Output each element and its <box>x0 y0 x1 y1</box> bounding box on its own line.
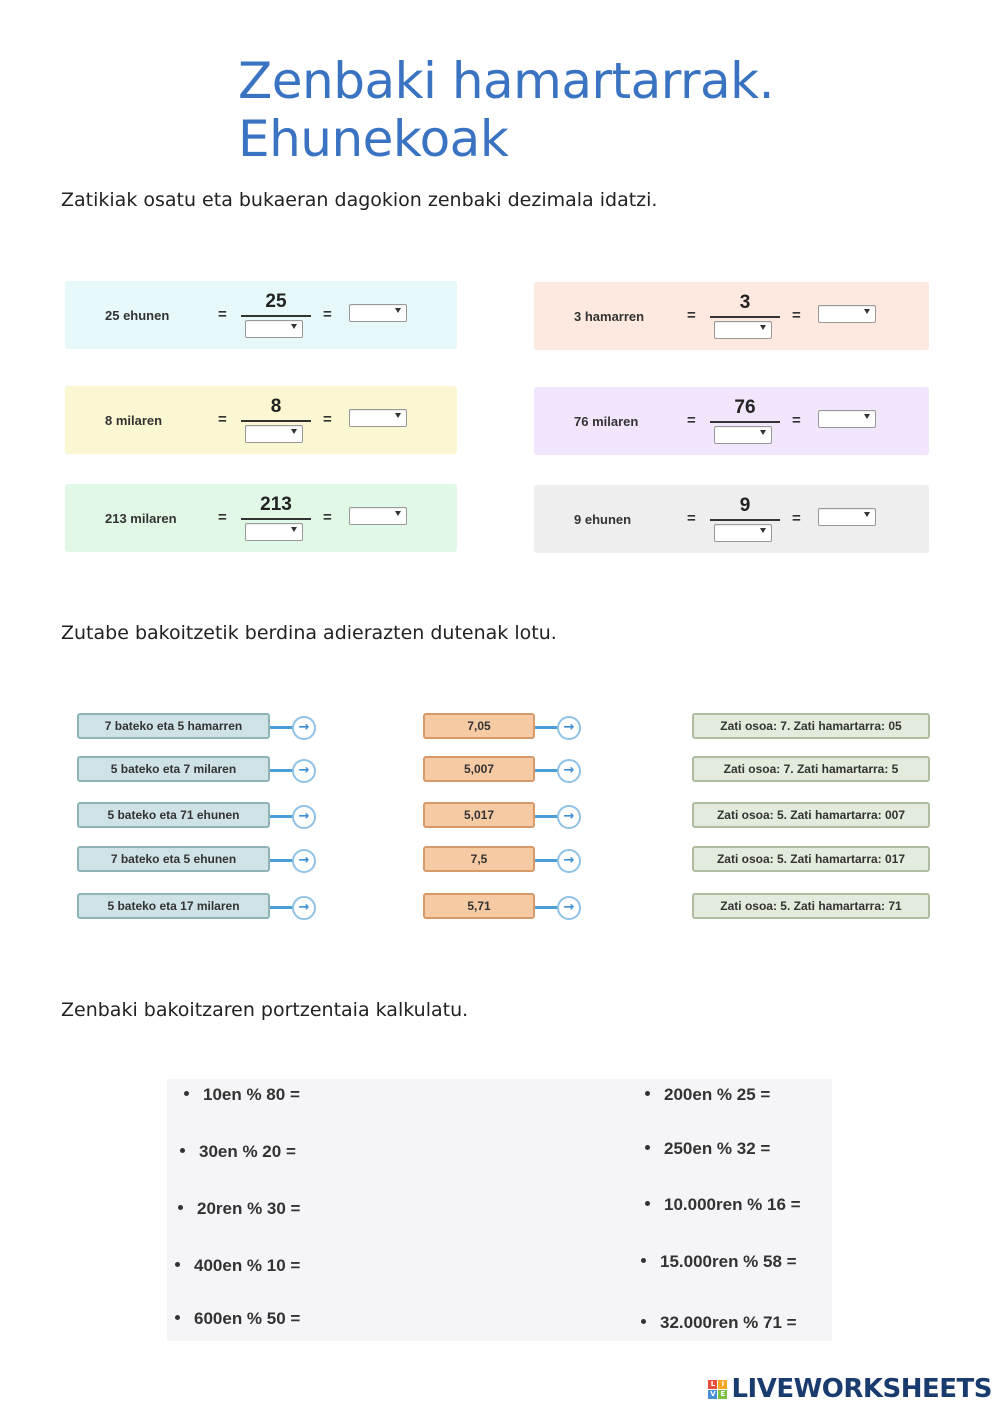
match-item-c[interactable]: Zati osoa: 5. Zati hamartarra: 007 <box>692 802 930 828</box>
connector-line <box>535 859 559 862</box>
equals-sign: = <box>792 412 801 429</box>
fraction-card <box>534 387 929 455</box>
match-item-c[interactable]: Zati osoa: 7. Zati hamartarra: 05 <box>692 713 930 739</box>
fraction-card <box>65 281 457 349</box>
logo-letter: I <box>718 1380 727 1389</box>
connector-line <box>270 815 294 818</box>
fraction-card <box>534 282 929 350</box>
fraction-label: 25 ehunen <box>105 308 170 323</box>
fraction-bar <box>710 421 780 423</box>
numerator: 8 <box>270 396 282 417</box>
match-connector[interactable] <box>535 804 581 830</box>
denominator-dropdown[interactable] <box>714 321 772 339</box>
denominator-dropdown[interactable] <box>714 426 772 444</box>
chevron-down-icon <box>291 527 297 532</box>
bullet-icon <box>184 1091 189 1096</box>
percentage-expression: 10.000ren % 16 = <box>664 1195 801 1214</box>
match-connector[interactable] <box>270 758 316 784</box>
denominator-dropdown[interactable] <box>245 523 303 541</box>
section2-instruction: Zutabe bakoitzetik berdina adierazten dutenak lotu. <box>61 622 557 644</box>
fraction-card <box>65 484 457 552</box>
connector-line <box>535 726 559 729</box>
connector-line <box>535 815 559 818</box>
percentage-item <box>645 1139 770 1159</box>
match-item-c[interactable]: Zati osoa: 7. Zati hamartarra: 5 <box>692 756 930 782</box>
equals-sign: = <box>792 307 801 324</box>
connector-line <box>270 726 294 729</box>
percentage-item <box>175 1256 300 1276</box>
percentage-item <box>175 1309 300 1329</box>
chevron-down-icon <box>291 429 297 434</box>
bullet-icon <box>178 1205 183 1210</box>
match-connector[interactable] <box>270 804 316 830</box>
denominator-dropdown[interactable] <box>245 425 303 443</box>
fraction-bar <box>241 315 311 317</box>
page-title <box>238 52 774 168</box>
arrow-right-icon[interactable]: → <box>557 849 581 873</box>
match-item-a[interactable]: 7 bateko eta 5 hamarren <box>77 713 270 739</box>
arrow-right-icon[interactable]: → <box>557 896 581 920</box>
fraction-label: 3 hamarren <box>574 309 645 324</box>
arrow-right-icon[interactable]: → <box>292 896 316 920</box>
arrow-right-icon[interactable]: → <box>557 759 581 783</box>
equals-sign: = <box>323 306 332 323</box>
chevron-down-icon <box>760 430 766 435</box>
fraction-bar <box>710 316 780 318</box>
connector-line <box>535 769 559 772</box>
match-connector[interactable] <box>270 848 316 874</box>
chevron-down-icon <box>395 413 401 418</box>
percentage-item <box>184 1085 300 1105</box>
percentage-expression: 10en % 80 = <box>203 1085 300 1104</box>
chevron-down-icon <box>395 308 401 313</box>
bullet-icon <box>175 1315 180 1320</box>
brand-name: LIVEWORKSHEETS <box>731 1374 992 1404</box>
bullet-icon <box>175 1262 180 1267</box>
chevron-down-icon <box>864 414 870 419</box>
connector-line <box>270 859 294 862</box>
bullet-icon <box>180 1148 185 1153</box>
match-item-a[interactable]: 5 bateko eta 71 ehunen <box>77 802 270 828</box>
numerator: 25 <box>265 291 287 312</box>
bullet-icon <box>645 1201 650 1206</box>
denominator-dropdown[interactable] <box>245 320 303 338</box>
percentage-item <box>641 1313 797 1333</box>
match-item-c[interactable]: Zati osoa: 5. Zati hamartarra: 71 <box>692 893 930 919</box>
arrow-right-icon[interactable]: → <box>292 849 316 873</box>
match-item-b[interactable]: 7,5 <box>423 846 535 872</box>
percentage-expression: 20ren % 30 = <box>197 1199 301 1218</box>
percentage-expression: 400en % 10 = <box>194 1256 301 1275</box>
fraction-bar <box>241 420 311 422</box>
connector-line <box>270 769 294 772</box>
match-item-a[interactable]: 5 bateko eta 7 milaren <box>77 756 270 782</box>
fraction-label: 213 milaren <box>105 511 177 526</box>
equals-sign: = <box>792 510 801 527</box>
decimal-result-dropdown[interactable] <box>818 508 876 526</box>
percentage-item <box>645 1085 770 1105</box>
bullet-icon <box>641 1319 646 1324</box>
equals-sign: = <box>323 509 332 526</box>
chevron-down-icon <box>864 512 870 517</box>
numerator: 3 <box>739 292 751 313</box>
match-item-b[interactable]: 5,017 <box>423 802 535 828</box>
arrow-right-icon[interactable]: → <box>292 805 316 829</box>
bullet-icon <box>645 1091 650 1096</box>
arrow-right-icon[interactable]: → <box>557 716 581 740</box>
chevron-down-icon <box>291 324 297 329</box>
equals-sign: = <box>687 412 696 429</box>
percentage-expression: 250en % 32 = <box>664 1139 771 1158</box>
match-connector[interactable] <box>535 848 581 874</box>
percentage-item <box>641 1252 797 1272</box>
connector-line <box>270 906 294 909</box>
logo-mark-icon <box>708 1380 727 1399</box>
match-connector[interactable] <box>535 895 581 921</box>
fraction-card <box>65 386 457 454</box>
percentage-item <box>645 1195 801 1215</box>
chevron-down-icon <box>760 325 766 330</box>
match-item-c[interactable]: Zati osoa: 5. Zati hamartarra: 017 <box>692 846 930 872</box>
section1-instruction: Zatikiak osatu eta bukaeran dagokion zenbaki dezimala idatzi. <box>61 189 658 211</box>
logo-letter: V <box>710 1389 716 1398</box>
logo-letter: E <box>718 1390 727 1399</box>
decimal-result-dropdown[interactable] <box>349 304 407 322</box>
equals-sign: = <box>687 307 696 324</box>
match-item-b[interactable]: 5,007 <box>423 756 535 782</box>
bullet-icon <box>641 1258 646 1263</box>
match-connector[interactable] <box>535 758 581 784</box>
equals-sign: = <box>218 411 227 428</box>
match-connector[interactable] <box>270 715 316 741</box>
decimal-result-dropdown[interactable] <box>349 409 407 427</box>
fraction-bar <box>241 518 311 520</box>
chevron-down-icon <box>395 511 401 516</box>
percentage-expression: 200en % 25 = <box>664 1085 771 1104</box>
chevron-down-icon <box>864 309 870 314</box>
decimal-result-dropdown[interactable] <box>349 507 407 525</box>
arrow-right-icon[interactable]: → <box>557 805 581 829</box>
equals-sign: = <box>687 510 696 527</box>
chevron-down-icon <box>760 528 766 533</box>
fraction-label: 76 milaren <box>574 414 639 429</box>
title-line-1: Zenbaki hamartarrak. <box>238 52 775 110</box>
match-connector[interactable] <box>535 715 581 741</box>
percentage-expression: 32.000ren % 71 = <box>660 1313 797 1332</box>
percentage-expression: 600en % 50 = <box>194 1309 301 1328</box>
fraction-label: 9 ehunen <box>574 512 632 527</box>
match-item-b[interactable]: 5,71 <box>423 893 535 919</box>
numerator: 76 <box>734 397 756 418</box>
numerator: 213 <box>260 494 292 515</box>
percentage-item <box>180 1142 296 1162</box>
match-connector[interactable] <box>270 895 316 921</box>
percentage-item <box>178 1199 301 1219</box>
bullet-icon <box>645 1145 650 1150</box>
match-item-b[interactable]: 7,05 <box>423 713 535 739</box>
title-line-2: Ehunekoak <box>238 110 509 168</box>
decimal-result-dropdown[interactable] <box>818 305 876 323</box>
decimal-result-dropdown[interactable] <box>818 410 876 428</box>
match-item-a[interactable]: 7 bateko eta 5 ehunen <box>77 846 270 872</box>
equals-sign: = <box>218 306 227 323</box>
section3-instruction: Zenbaki bakoitzaren portzentaia kalkulatu. <box>61 999 469 1021</box>
percentage-expression: 30en % 20 = <box>199 1142 296 1161</box>
match-item-a[interactable]: 5 bateko eta 17 milaren <box>77 893 270 919</box>
arrow-right-icon[interactable]: → <box>292 759 316 783</box>
equals-sign: = <box>218 509 227 526</box>
arrow-right-icon[interactable]: → <box>292 716 316 740</box>
numerator: 9 <box>739 495 751 516</box>
denominator-dropdown[interactable] <box>714 524 772 542</box>
logo-letter: L <box>708 1380 717 1389</box>
fraction-label: 8 milaren <box>105 413 163 428</box>
percentage-expression: 15.000ren % 58 = <box>660 1252 797 1271</box>
liveworksheets-logo <box>708 1373 992 1405</box>
fraction-bar <box>710 519 780 521</box>
equals-sign: = <box>323 411 332 428</box>
fraction-card <box>534 485 929 553</box>
connector-line <box>535 906 559 909</box>
